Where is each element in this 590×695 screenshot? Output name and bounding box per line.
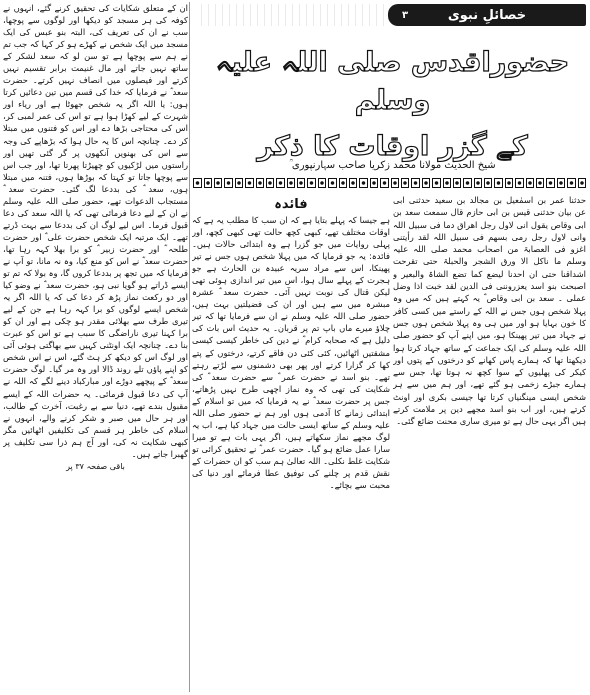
top-ornament: [195, 4, 385, 26]
author-byline: شیخ الحدیث مولانا محمد زکریا صاحب سہارنپوری ؒ: [289, 160, 496, 171]
article-title: [200, 44, 585, 166]
column-right: [393, 194, 586, 692]
continued-text: ان کے متعلق شکایات کی تحقیق کرنے گئے، انہوں نے کوفہ کی ہر مسجد کو دیکھا اور لوگوں سے پوچھا، سب نے ان کی تعریف کی، البتہ بنو عبس کی ایک مسجد میں ایک شخص نے کھڑے ہو کر کہا کہ جب تم نے ہم سے پوچھا ہے تو سن لو کہ سعد لشکر کے ساتھ نہیں جاتے اور مال غنیمت برابر تقسیم نہیں کرتے اور فیصلوں میں انصاف نہیں کرتے۔ حضرت سعد ؓ نے فرمایا کہ خدا کی قسم میں تین دعائیں کرتا ہوں: یا اللہ اگر یہ شخص جھوٹا ہے اور ریاء اور شہرت کے لیے کھڑا ہوا ہے تو اس کی عمر لمبی کر، اس کی محتاجی بڑھا دے اور اس کو فتنوں میں مبتلا کر دے۔ چنانچہ اس کا یہ حال ہوا کہ بڑھاپے کی وجہ سے اس کی بھنویں آنکھوں پر گر گئی تھیں اور راستوں میں لڑکیوں کو چھیڑتا پھرتا تھا، اور جب اس سے پوچھا جاتا تو کہتا کہ بوڑھا ہوں، فتنہ میں مبتلا ہوں، سعد ؓ کی بددعا لگ گئی۔ حضرت سعد ؓ مستجاب الدعوات تھے، حضور صلی اللہ علیہ وسلم نے ان کے لیے دعا فرمائی تھی کہ یا اللہ سعد کی دعا قبول فرما۔ اس لیے لوگ ان کی بددعا سے بہت ڈرتے تھے۔ ایک مرتبہ ایک شخص حضرت علی ؓ اور حضرت طلحہ ؓ اور حضرت زبیر ؓ کو برا بھلا کہہ رہا تھا، حضرت سعد ؓ نے اس کو منع کیا، وہ نہ مانا، تو آپ نے فرمایا کہ میں تجھ پر بددعا کروں گا، وہ بولا کہ تم تو ایسے ڈراتے ہو گویا نبی ہو، حضرت سعد ؓ نے وضو کیا اور دو رکعت نماز پڑھ کر دعا کی کہ یا اللہ اگر یہ شخص ایسے لوگوں کو برا کہہ رہا ہے جن کے لیے تیری طرف سے بھلائی مقدر ہو چکی ہے اور ان کو برا کہنا تیری ناراضگی کا سبب ہے تو اس کو عبرت بنا دے۔ چنانچہ ایک اونٹنی کہیں سے بھاگتی ہوئی آئی اور لوگ اس کو دیکھ کر ہٹ گئے، اس نے اس شخص کو اپنے پاؤں تلے روند ڈالا اور وہ مر گیا۔ لوگ حضرت سعد ؓ کے پیچھے دوڑے اور مبارکباد دینے لگے کہ اللہ نے آپ کی دعا قبول فرمائی۔ یہ حضرات اللہ کے ایسے مقبول بندے تھے، دنیا سے بے رغبت، آخرت کے طالب، اور ہر حال میں صبر و شکر کرنے والے، انہوں نے اسلام کی خاطر ہر قسم کی تکلیفیں اٹھائیں مگر کبھی شکایت نہ کی، اور آج ہم ذرا سی تکلیف پر گھبرا جاتے ہیں۔: [3, 3, 188, 459]
banner-number: ۳: [402, 9, 409, 21]
section-banner: [388, 4, 586, 26]
column-divider: [189, 2, 190, 692]
title-line-2: کے گزر اوقات کا ذکر: [257, 131, 528, 162]
fawaid-heading: فائدہ: [274, 197, 308, 212]
banner-label: خصائلِ نبوی: [447, 7, 527, 23]
column-middle: [192, 194, 390, 692]
hadith-text: حدثنا عمر بن اسمٰعیل بن مجالد بن سعید حدثنی ابی عن بیان حدثنی قیس بن ابی حازم قال سمعت سعد بن ابی وقاص یقول انی لاول رجل اھراق دما فی سبیل اللہ وانی لاول رجل رمی بسھم فی سبیل اللہ لقد رأیتنی اغزو فی العصابۃ من اصحاب محمد صلی اللہ علیہ وسلم ما ناکل الا ورق الشجر والحبلۃ حتی تقرحت اشداقنا حتی ان احدنا لیضع کما تضع الشاۃ والبعیر و اصبحت بنو اسد یعزروننی فی الدین لقد خبت اذا وضل عملی ۔ سعد بن ابی وقاص ؓ یہ کہتے ہیں کہ میں وہ پہلا شخص ہوں جس نے اللہ کے راستے میں کسی کافر کا خون بہایا ہو اور میں ہی وہ پہلا شخص ہوں جس نے جہاد میں تیر پھینکا ہو، میں اپنے آپ کو حضور صلی اللہ علیہ وسلم کی ایک جماعت کے ساتھ جہاد کرتا ہوا دیکھتا تھا کہ ہمارے پاس کھانے کو درختوں کے پتوں اور کیکر کی پھلیوں کے سوا کچھ نہ ہوتا تھا، جس سے ہمارے جبڑے زخمی ہو گئے تھے، اور ہم میں سے ہر شخص ایسی مینگنیاں کرتا تھا جیسی بکری اور اونٹ کرتے ہیں، اور اب بنو اسد مجھے دین پر ملامت کرتے ہیں اگر یہی حال ہے تو میری ساری محنت ضائع گئی۔: [393, 195, 586, 427]
continuation-note: باقی صفحہ ۳۷ پر: [66, 461, 125, 471]
column-left: [3, 2, 188, 692]
decorative-border: [193, 178, 586, 190]
commentary-text: ہے جیسا کہ پہلے بتایا ہے کہ ان سب کا مطلب یہ ہے کہ اوقات مختلف تھے، کبھی کچھ حالت تھی کبھی کچھ، اور پہلی روایات میں جو گزرا ہے وہ ابتدائی حالات ہیں۔ فائدہ: یہ جو فرمایا کہ میں پہلا شخص ہوں جس نے تیر پھینکا، اس سے مراد سریہ عبیدہ بن الحارث ہے جو ہجرت کے پہلے سال ہوا، اس میں تیر اندازی ہوئی تھی لیکن قتال کی نوبت نہیں آئی۔ حضرت سعد ؓ عشرہ مبشرہ میں سے ہیں اور ان کی فضیلتیں بہت ہیں، حضور صلی اللہ علیہ وسلم نے ان سے فرمایا تھا کہ تیر چلاؤ میرے ماں باپ تم پر قربان۔ یہ حدیث اس بات کی دلیل ہے کہ صحابہ کرام ؓ نے دین کی خاطر کیسی کیسی مشقتیں اٹھائیں، کئی کئی دن فاقے کرتے، درختوں کے پتے کھا کر گزارا کرتے اور پھر بھی دشمنوں سے لڑتے رہتے تھے۔ بنو اسد نے حضرت عمر ؓ سے حضرت سعد ؓ کی شکایت کی تھی کہ وہ نماز اچھی طرح نہیں پڑھاتے، جس پر حضرت سعد ؓ نے یہ فرمایا کہ میں تو اسلام کے ابتدائی زمانے کا آدمی ہوں اور ہم نے حضور صلی اللہ علیہ وسلم کے ساتھ ایسی حالت میں جہاد کیا ہے، اب یہ لوگ مجھے نماز سکھاتے ہیں، اگر یہی بات ہے تو میرا سارا عمل ضائع ہو گیا۔ حضرت عمر ؓ نے تحقیق کرائی تو شکایت غلط نکلی۔ اللہ تعالیٰ ہم سب کو ان حضرات کے نقش قدم پر چلنے کی توفیق عطا فرمائے اور دنیا کی محبت سے بچائے۔: [192, 215, 390, 491]
title-line-1: حضوراقدس صلی اللہ علیہ وسلم: [215, 47, 570, 116]
